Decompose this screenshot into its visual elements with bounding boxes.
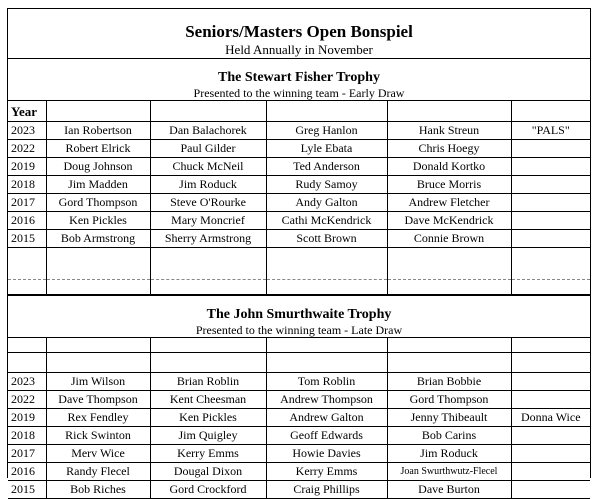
player-cell: Geoff Edwards xyxy=(266,427,387,445)
player-cell: Bruce Morris xyxy=(387,176,511,194)
player-cell: Steve O'Rourke xyxy=(150,194,266,212)
spacer-cell xyxy=(511,248,590,268)
year-cell: 2017 xyxy=(8,194,46,212)
year-cell: 2023 xyxy=(8,122,46,140)
header-cell xyxy=(387,101,511,122)
player-cell xyxy=(511,373,590,391)
trophy-description: Presented to the winning team - Late Draw xyxy=(195,323,403,337)
table-row xyxy=(8,391,590,409)
player-cell: Andrew Galton xyxy=(266,409,387,427)
player-cell: Connie Brown xyxy=(387,230,511,248)
table-header-row xyxy=(8,101,590,122)
player-cell: Ken Pickles xyxy=(150,409,266,427)
spacer-cell xyxy=(150,267,266,280)
player-cell: Dave Thompson xyxy=(46,391,150,409)
player-cell: Howie Davies xyxy=(266,445,387,463)
player-cell xyxy=(511,427,590,445)
year-cell: 2022 xyxy=(8,391,46,409)
player-cell: Lyle Ebata xyxy=(266,140,387,158)
player-cell: Bob Armstrong xyxy=(46,230,150,248)
player-cell: Rick Swinton xyxy=(46,427,150,445)
player-cell: Dave Burton xyxy=(387,481,511,499)
player-cell: Kerry Emms xyxy=(150,445,266,463)
spacer-cell xyxy=(150,353,266,373)
player-cell xyxy=(511,212,590,230)
spacer-cell xyxy=(46,248,150,268)
trophy-description: Presented to the winning team - Early Draw xyxy=(193,86,405,100)
trophy-title: The Stewart Fisher Trophy xyxy=(218,70,380,85)
player-cell: Gord Thompson xyxy=(387,391,511,409)
spacer-cell xyxy=(266,248,387,268)
player-cell: Randy Flecel xyxy=(46,463,150,481)
player-cell xyxy=(511,391,590,409)
player-cell: Donna Wice xyxy=(511,409,590,427)
player-cell xyxy=(511,481,590,499)
year-cell: 2019 xyxy=(8,158,46,176)
year-cell: 2023 xyxy=(8,373,46,391)
player-cell: Brian Roblin xyxy=(150,373,266,391)
player-cell: Dan Balachorek xyxy=(150,122,266,140)
player-cell: "PALS" xyxy=(511,122,590,140)
player-cell: Jim Quigley xyxy=(150,427,266,445)
title-block xyxy=(8,9,590,59)
page-subtitle: Held Annually in November xyxy=(225,42,373,57)
player-cell xyxy=(511,140,590,158)
table-spacer-row xyxy=(8,280,590,295)
year-cell: 2016 xyxy=(8,463,46,481)
table-row xyxy=(8,409,590,427)
player-cell: Rudy Samoy xyxy=(266,176,387,194)
header-cell xyxy=(150,101,266,122)
player-cell: Gord Thompson xyxy=(46,194,150,212)
spacer-cell xyxy=(150,338,266,353)
player-cell xyxy=(511,445,590,463)
spacer-cell xyxy=(8,338,46,353)
player-cell: Paul Gilder xyxy=(150,140,266,158)
year-cell: 2016 xyxy=(8,212,46,230)
spacer-cell xyxy=(511,338,590,353)
header-cell xyxy=(511,101,590,122)
table-spacer-row xyxy=(8,267,590,280)
spacer-cell xyxy=(266,353,387,373)
spacer-cell xyxy=(387,353,511,373)
table-row xyxy=(8,194,590,212)
header-cell xyxy=(266,101,387,122)
year-header: Year xyxy=(8,101,46,122)
player-cell: Craig Phillips xyxy=(266,481,387,499)
year-cell: 2018 xyxy=(8,427,46,445)
player-cell: Andrew Fletcher xyxy=(387,194,511,212)
player-cell: Hank Streun xyxy=(387,122,511,140)
player-cell: Brian Bobbie xyxy=(387,373,511,391)
table-row xyxy=(8,427,590,445)
player-cell: Bob Riches xyxy=(46,481,150,499)
spacer-cell xyxy=(46,280,150,295)
player-cell: Jenny Thibeault xyxy=(387,409,511,427)
spacer-cell xyxy=(387,338,511,353)
table-row xyxy=(8,373,590,391)
table-spacer-row xyxy=(8,338,590,353)
player-cell: Mary Moncrief xyxy=(150,212,266,230)
spacer-cell xyxy=(150,280,266,295)
player-cell xyxy=(511,176,590,194)
spacer-cell xyxy=(266,338,387,353)
year-cell: 2017 xyxy=(8,445,46,463)
player-cell: Bob Carins xyxy=(387,427,511,445)
table-row xyxy=(8,176,590,194)
player-cell xyxy=(511,230,590,248)
year-cell: 2019 xyxy=(8,409,46,427)
player-cell xyxy=(511,194,590,212)
player-cell: Dougal Dixon xyxy=(150,463,266,481)
player-cell: Joan Swurthwutz-Flecel xyxy=(387,463,511,481)
player-cell: Rex Fendley xyxy=(46,409,150,427)
table-row xyxy=(8,230,590,248)
spacer-cell xyxy=(387,280,511,295)
player-cell: Jim Roduck xyxy=(150,176,266,194)
player-cell: Chris Hoegy xyxy=(387,140,511,158)
player-cell: Tom Roblin xyxy=(266,373,387,391)
year-cell: 2015 xyxy=(8,481,46,499)
player-cell: Robert Elrick xyxy=(46,140,150,158)
spacer-cell xyxy=(8,248,46,268)
player-cell: Cathi McKendrick xyxy=(266,212,387,230)
spacer-cell xyxy=(46,267,150,280)
player-cell: Andrew Thompson xyxy=(266,391,387,409)
spacer-cell xyxy=(511,280,590,295)
year-cell: 2015 xyxy=(8,230,46,248)
spacer-cell xyxy=(387,267,511,280)
table-row xyxy=(8,140,590,158)
player-cell: Merv Wice xyxy=(46,445,150,463)
player-cell: Ted Anderson xyxy=(266,158,387,176)
trophy-header-early xyxy=(8,59,590,101)
table-row xyxy=(8,481,590,499)
spacer-cell xyxy=(266,267,387,280)
player-cell: Jim Roduck xyxy=(387,445,511,463)
table-spacer-row xyxy=(8,248,590,268)
spacer-cell xyxy=(387,248,511,268)
trophy-title: The John Smurthwaite Trophy xyxy=(206,307,392,322)
player-cell: Gord Crockford xyxy=(150,481,266,499)
player-cell: Kent Cheesman xyxy=(150,391,266,409)
bonspiel-sheet xyxy=(7,8,591,496)
spacer-cell xyxy=(46,353,150,373)
spacer-cell xyxy=(8,280,46,295)
player-cell: Ken Pickles xyxy=(46,212,150,230)
year-cell: 2022 xyxy=(8,140,46,158)
player-cell: Jim Wilson xyxy=(46,373,150,391)
player-cell: Dave McKendrick xyxy=(387,212,511,230)
spacer-cell xyxy=(511,267,590,280)
spacer-cell xyxy=(46,338,150,353)
late-draw-table xyxy=(8,338,590,499)
early-draw-table xyxy=(8,101,590,295)
player-cell: Donald Kortko xyxy=(387,158,511,176)
trophy-header-late xyxy=(8,295,590,338)
spacer-cell xyxy=(511,353,590,373)
table-row xyxy=(8,158,590,176)
spacer-cell xyxy=(150,248,266,268)
player-cell: Doug Johnson xyxy=(46,158,150,176)
player-cell: Greg Hanlon xyxy=(266,122,387,140)
player-cell: Kerry Emms xyxy=(266,463,387,481)
player-cell: Andy Galton xyxy=(266,194,387,212)
table-row xyxy=(8,212,590,230)
player-cell xyxy=(511,158,590,176)
player-cell: Chuck McNeil xyxy=(150,158,266,176)
player-cell: Scott Brown xyxy=(266,230,387,248)
page-title: Seniors/Masters Open Bonspiel xyxy=(185,22,413,41)
player-cell: Ian Robertson xyxy=(46,122,150,140)
spacer-cell xyxy=(8,353,46,373)
spacer-cell xyxy=(266,280,387,295)
table-row xyxy=(8,445,590,463)
table-row xyxy=(8,122,590,140)
year-cell: 2018 xyxy=(8,176,46,194)
player-cell: Jim Madden xyxy=(46,176,150,194)
spacer-cell xyxy=(8,267,46,280)
player-cell: Sherry Armstrong xyxy=(150,230,266,248)
header-cell xyxy=(46,101,150,122)
table-spacer-row xyxy=(8,353,590,373)
